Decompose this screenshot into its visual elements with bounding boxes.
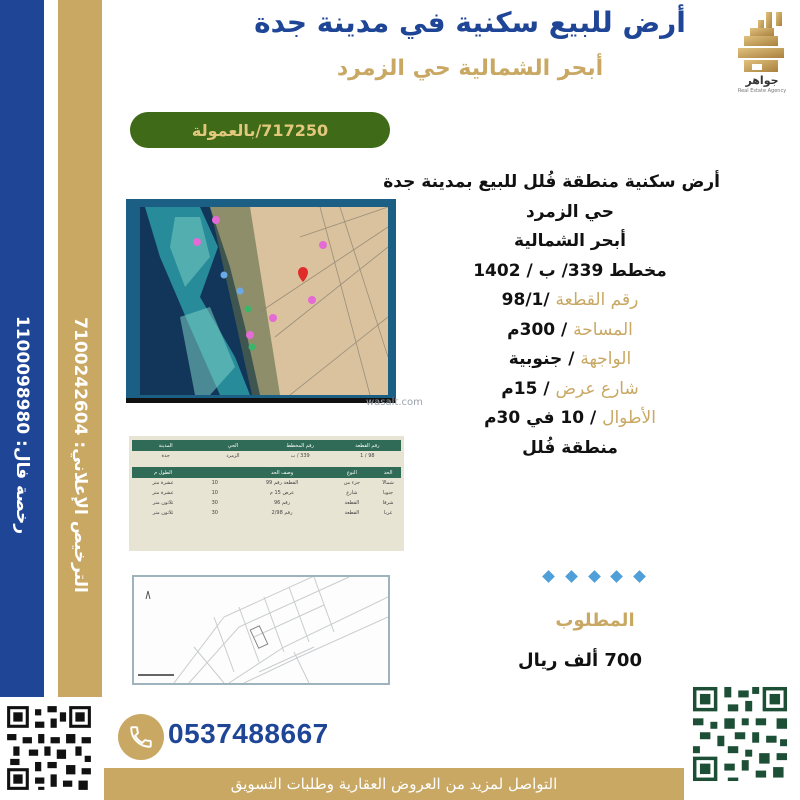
diamond-icon: [610, 570, 623, 583]
table-row: جنوباً شارع عرض 15 م 10 عشرة متر: [152, 490, 394, 496]
map-pin-icon: [298, 267, 308, 282]
detail-scheme: مخطط 339/ ب / 1402: [473, 260, 667, 281]
table-row: 98 / 1 339 / ب الزمرد جدة: [161, 453, 375, 459]
commission-price-badge: 717250/بالعمولة: [130, 112, 390, 148]
table-header-2: الحد النوع وصف الحد الطول م: [132, 467, 401, 478]
page-title: أرض للبيع سكنية في مدينة جدة: [254, 6, 686, 39]
detail-zone: منطقة فُلل: [522, 437, 618, 458]
table-row: شمالاً جزء من القطعة رقم 99 10 عشرة متر: [152, 480, 394, 486]
diamond-icon: [542, 570, 555, 583]
detail-facade: الواجهة / جنوبية: [508, 349, 632, 369]
diamond-divider: [544, 572, 644, 581]
qr-code-left[interactable]: [4, 703, 94, 793]
page-subtitle: أبحر الشمالية حي الزمرد: [336, 56, 604, 81]
detail-district: حي الزمرد: [526, 201, 614, 222]
detail-area-name: أبحر الشمالية: [514, 231, 626, 251]
qr-code-right[interactable]: [686, 680, 794, 788]
phone-number[interactable]: 0537488667: [168, 718, 329, 749]
phone-icon[interactable]: [118, 714, 164, 760]
plot-deed-table: [129, 436, 404, 551]
detail-description: أرض سكنية منطقة فُلل للبيع بمدينة جدة: [383, 172, 720, 192]
plot-plan-sketch: [132, 575, 390, 685]
table-row: شرقاً القطعة رقم 96 30 ثلاثون متر: [152, 500, 394, 506]
required-label: المطلوب: [555, 610, 635, 631]
detail-plot-number: رقم القطعة /98/1: [501, 290, 639, 310]
map-watermark: wasalt.com: [366, 397, 423, 408]
ad-license-text: الترخيص الإعلاني: 7100242604: [70, 317, 90, 593]
table-row: غرباً القطعة رقم 2/98 30 ثلاثون متر: [152, 510, 393, 516]
diamond-icon: [565, 570, 578, 583]
diamond-icon: [588, 570, 601, 583]
table-header-1: رقم القطعة رقم المخطط الحي المدينة: [132, 440, 401, 451]
satellite-map-image: [126, 199, 396, 403]
detail-street-width: شارع عرض / 15م: [501, 378, 639, 399]
detail-area-size: المساحة / 300م: [507, 319, 633, 340]
fal-license-text: رخصة فال: 1100098980: [12, 315, 32, 535]
asking-price: 700 ألف ريال: [518, 650, 642, 671]
logo-name: جواهر: [745, 74, 779, 87]
logo-tagline: Real Estate Agency: [737, 88, 787, 94]
diamond-icon: [633, 570, 646, 583]
detail-dimensions: الأطوال / 10 في 30م: [484, 408, 656, 428]
footer-banner: التواصل لمزيد من العروض العقارية وطلبات التسويق: [104, 768, 684, 800]
